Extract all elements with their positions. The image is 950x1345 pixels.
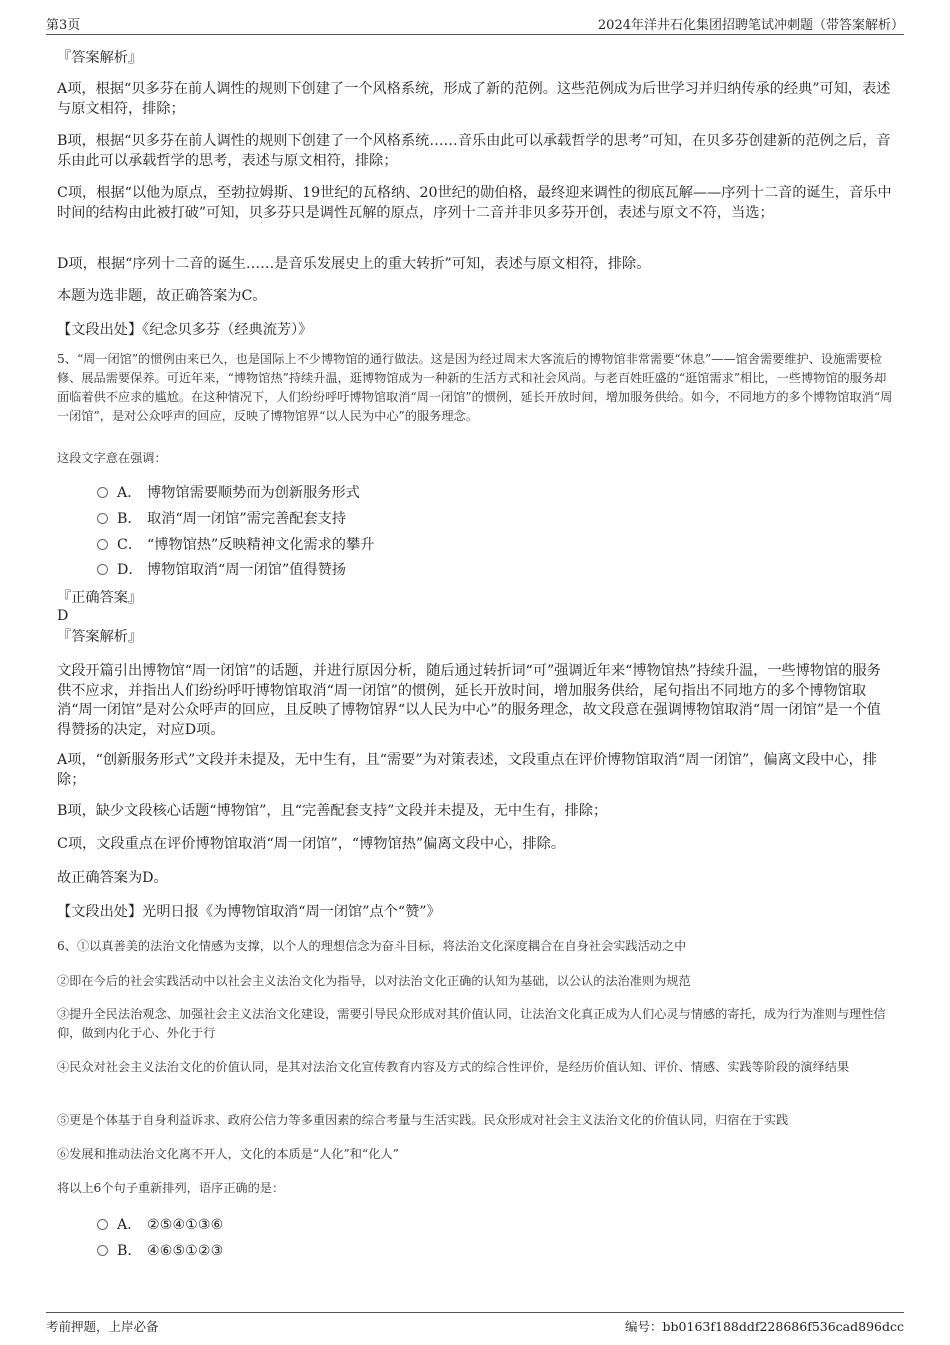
q5-analysis-b: B项，缺少文段核心话题“博物馆”，且“完善配套支持”文段并未提及，无中生有，排除； bbox=[57, 803, 608, 819]
q5-option-b[interactable]: B． 取消“周一闭馆”需完善配套支持 bbox=[97, 509, 697, 529]
radio-icon[interactable] bbox=[97, 564, 108, 575]
q5-option-d[interactable]: D． 博物馆取消“周一闭馆”值得赞扬 bbox=[97, 560, 697, 580]
page-header bbox=[46, 12, 904, 35]
q4-analysis-d: D项，根据“序列十二音的诞生……是音乐发展史上的重大转折”可知，表述与原文相符，排除。 bbox=[57, 256, 651, 272]
page-number: 第3页 bbox=[46, 18, 81, 33]
q5-prompt: 这段文字意在强调： bbox=[57, 451, 167, 465]
q5-answer: D bbox=[57, 608, 69, 624]
q5-conclusion: 故正确答案为D。 bbox=[57, 870, 168, 886]
q5-question: 5、“周一闭馆”的惯例由来已久，也是国际上不少博物馆的通行做法。这是因为经过周末大客流后的博物馆非常需要“休息”——馆舍需要维护、设施需要检修、展品需要保养。可近年来，“博物馆热”持续升温，逛博物馆成为一种新的生活方式和社会风尚。与老百姓旺盛的“逛馆需求”相比，一些博物馆的服务却面临着供不应求的尴尬。在这种情况下，人们纷纷呼吁博物馆取消“周一闭馆”的惯例，延长开放时间，增加服务供给。如今，不同地方的多个博物馆取消“周一闭馆”，是对公众呼声的回应，反映了博物馆界“以人民为中心”的服务理念。 bbox=[57, 352, 893, 423]
footer-slogan: 考前押题，上岸必备 bbox=[46, 1319, 159, 1334]
radio-icon[interactable] bbox=[97, 487, 108, 498]
q6-sentence-2: ②即在今后的社会实践活动中以社会主义法治文化为指导，以对法治文化正确的认知为基础，以公认的法治准则为规范 bbox=[57, 974, 691, 988]
q4-source: 【文段出处】《纪念贝多芬（经典流芳）》 bbox=[57, 322, 313, 338]
q6-sentence-6: ⑥发展和推动法治文化离不开人，文化的本质是“人化”和“化人” bbox=[57, 1147, 399, 1161]
q6-prompt: 将以上6个句子重新排列，语序正确的是： bbox=[57, 1181, 285, 1195]
radio-icon[interactable] bbox=[97, 539, 108, 550]
q6-sentence-5: ⑤更是个体基于自身利益诉求、政府公信力等多重因素的综合考量与生活实践。民众形成对社会主义法治文化的价值认同，归宿在于实践 bbox=[57, 1113, 789, 1127]
q5-analysis-c: C项，文段重点在评价博物馆取消“周一闭馆”，“博物馆热”偏离文段中心，排除。 bbox=[57, 836, 566, 852]
document-id: 编号：bb0163f188ddf228686f536cad896dcc bbox=[625, 1319, 904, 1334]
q4-analysis-c: C项，根据“以他为原点，至勃拉姆斯、19世纪的瓦格纳、20世纪的勋伯格，最终迎来调性的彻底瓦解——序列十二音的诞生，音乐中时间的结构由此被打破”可知，贝多芬只是调性瓦解的原点，序列十二音并非贝多芬开创，表述与原文不符，当选； bbox=[57, 185, 892, 221]
q4-conclusion: 本题为选非题，故正确答案为C。 bbox=[57, 288, 267, 304]
radio-icon[interactable] bbox=[97, 513, 108, 524]
q5-source: 【文段出处】光明日报《为博物馆取消“周一闭馆”点个“赞”》 bbox=[57, 904, 441, 920]
q6-sentence-4: ④民众对社会主义法治文化的价值认同，是其对法治文化宣传教育内容及方式的综合性评价，是经历价值认知、评价、情感、实践等阶段的演绎结果 bbox=[57, 1060, 850, 1074]
q4-analysis-label: 『答案解析』 bbox=[57, 50, 143, 66]
radio-icon[interactable] bbox=[97, 1219, 108, 1230]
q5-option-a[interactable]: A． 博物馆需要顺势而为创新服务形式 bbox=[97, 483, 697, 503]
radio-icon[interactable] bbox=[97, 1245, 108, 1256]
q5-analysis-label: 『答案解析』 bbox=[57, 629, 143, 645]
q5-analysis-a: A项，“创新服务形式”文段并未提及，无中生有，且“需要”为对策表述，文段重点在评价博物馆取消“周一闭馆”，偏离文段中心，排除； bbox=[57, 752, 877, 788]
page-footer bbox=[46, 1312, 904, 1337]
q6-sentence-1: 6、①以真善美的法治文化情感为支撑，以个人的理想信念为奋斗目标，将法治文化深度耦合在自身社会实践活动之中 bbox=[57, 939, 687, 953]
q6-option-b[interactable]: B． ④⑥⑤①②③ bbox=[97, 1241, 697, 1261]
q5-analysis: 文段开篇引出博物馆“周一闭馆”的话题，并进行原因分析，随后通过转折词“可”强调近年来“博物馆热”持续升温，一些博物馆的服务供不应求，并指出人们纷纷呼吁博物馆取消“周一闭馆”的惯例，延长开放时间，增加服务供给，尾句指出不同地方的多个博物馆取消“周一闭馆”是对公众呼声的回应，且反映了博物馆界“以人民为中心”的服务理念，故文段意在强调博物馆取消“周一闭馆”是一个值得赞扬的决定，对应D项。 bbox=[57, 663, 881, 738]
q5-answer-label: 『正确答案』 bbox=[57, 590, 143, 606]
q6-sentence-3: ③提升全民法治观念、加强社会主义法治文化建设，需要引导民众形成对其价值认同，让法治文化真正成为人们心灵与情感的寄托，成为行为准则与理性信仰，做到内化于心、外化于行 bbox=[57, 1007, 886, 1040]
document-title: 2024年洋井石化集团招聘笔试冲刺题（带答案解析） bbox=[597, 18, 904, 33]
q5-option-c[interactable]: C． “博物馆热”反映精神文化需求的攀升 bbox=[97, 535, 697, 555]
q4-analysis-b: B项，根据“贝多芬在前人调性的规则下创建了一个风格系统……音乐由此可以承载哲学的思考”可知，在贝多芬创建新的范例之后，音乐由此可以承载哲学的思考，表述与原文相符，排除； bbox=[57, 133, 891, 169]
q6-option-a[interactable]: A． ②⑤④①③⑥ bbox=[97, 1215, 697, 1235]
q4-analysis-a: A项，根据“贝多芬在前人调性的规则下创建了一个风格系统，形成了新的范例。这些范例成为后世学习并归纳传承的经典”可知，表述与原文相符，排除； bbox=[57, 81, 891, 117]
